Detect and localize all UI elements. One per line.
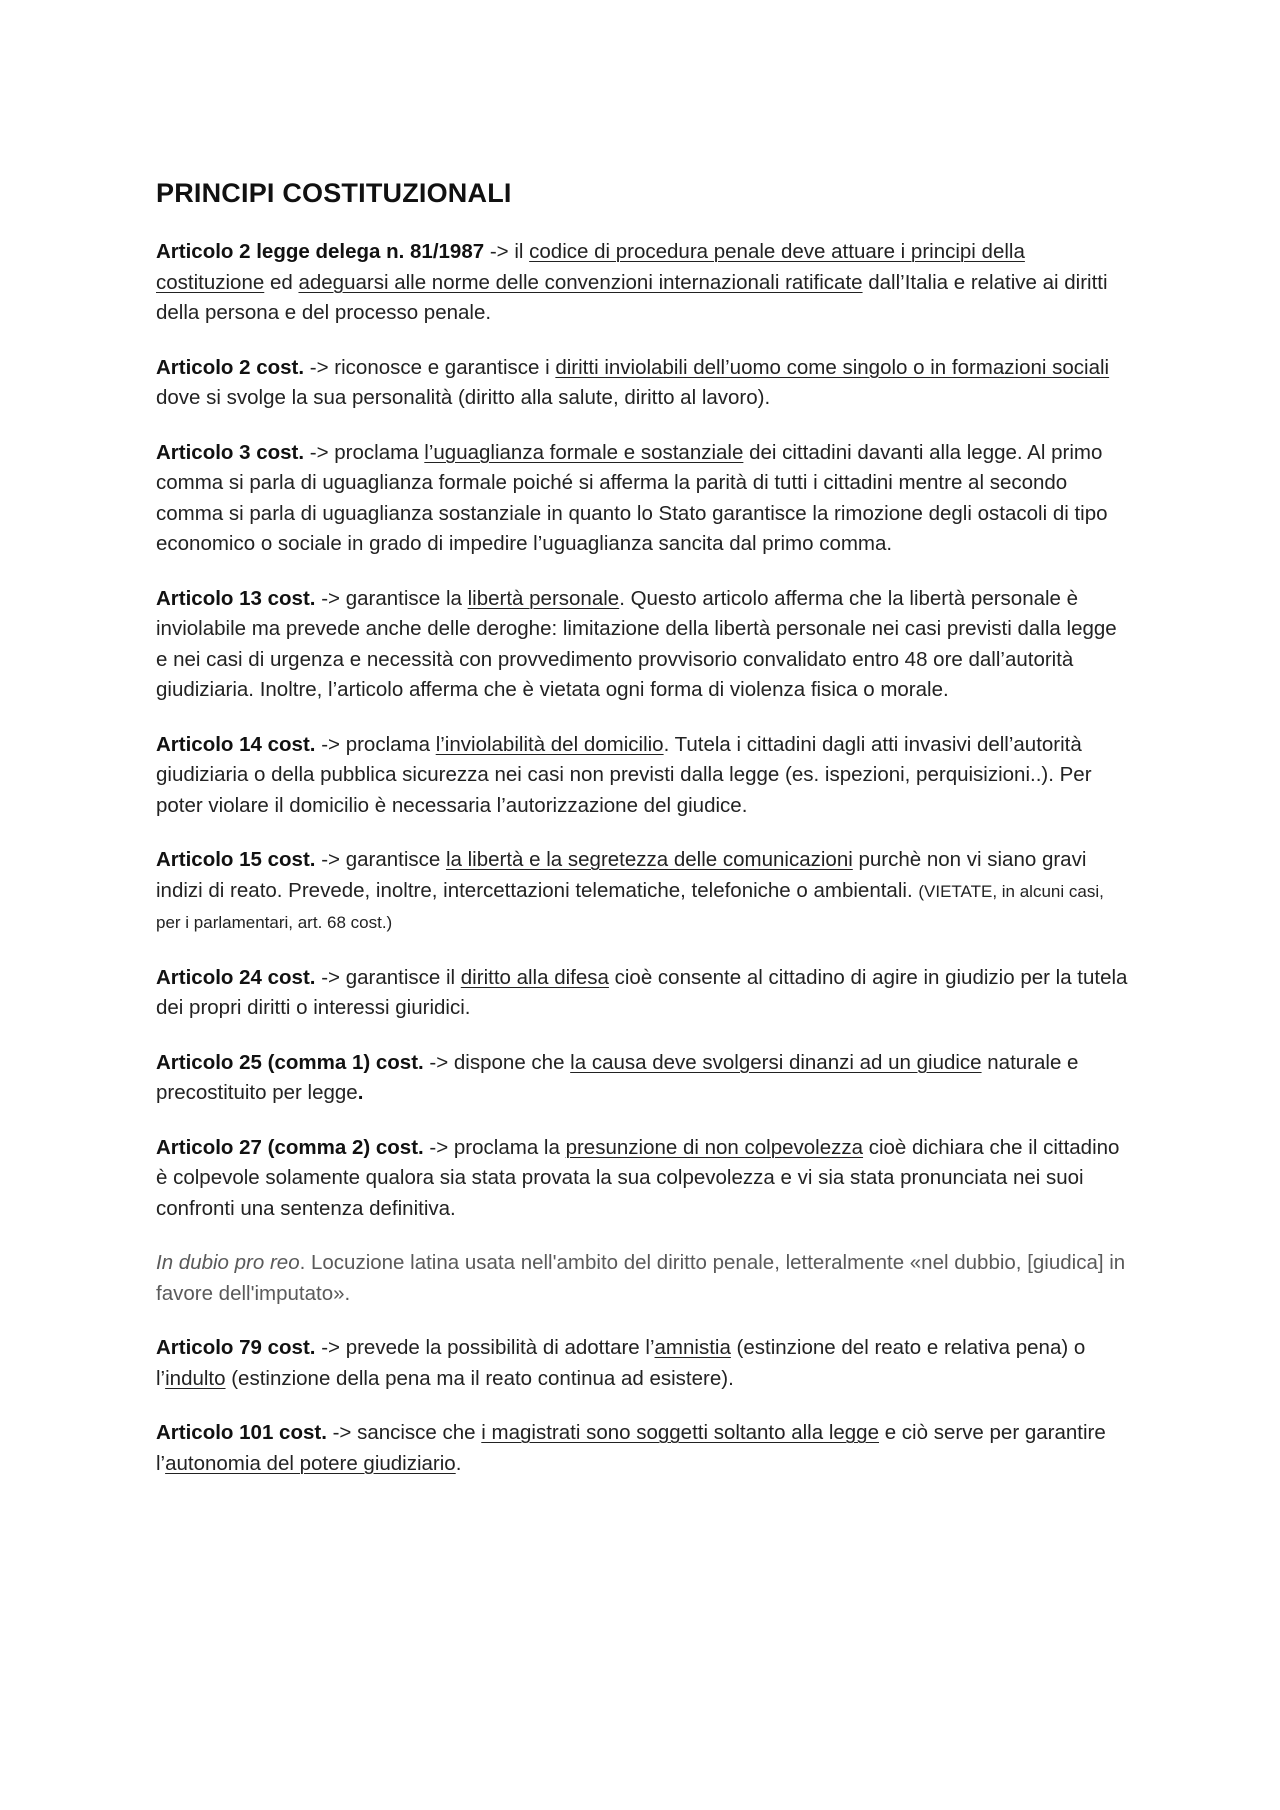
article-reference: Articolo 13 cost. (156, 586, 316, 610)
paragraph-art27-cost (156, 1133, 1130, 1225)
body-text: (estinzione del reato e relativa pena) o l’ (156, 1336, 1086, 1390)
underlined-text: la causa deve svolgersi dinanzi ad un giudice (570, 1050, 982, 1074)
body-text: . Tutela i cittadini dagli atti invasivi dell’autorità giudiziaria o della pubblica sicurezza nei casi non previsti dalla legge (es. ispezioni, perquisizioni..). Per poter violare il domicilio è necessaria l’autorizzazione del giudice. (156, 732, 1092, 817)
body-text: . Locuzione latina usata nell'ambito del diritto penale, letteralmente «nel dubbio, [giudica] in favore dell'imputato». (156, 1251, 1126, 1305)
underlined-text: l’inviolabilità del domicilio (435, 732, 664, 756)
body-text: -> proclama (304, 440, 425, 464)
article-reference: Articolo 2 legge delega n. 81/1987 (156, 240, 485, 263)
page-title: PRINCIPI COSTITUZIONALI (156, 178, 512, 208)
body-text: dall’Italia e relative ai diritti della persona e del processo penale. (156, 270, 1108, 324)
article-reference: Articolo 3 cost. (156, 440, 305, 464)
body-text: dei cittadini davanti alla legge. Al primo comma si parla di uguaglianza formale poiché si afferma la parità di tutti i cittadini mentre al secondo comma si parla di uguaglianza sostanziale in quanto lo Stato garantisce la rimozione degli ostacoli di tipo economico o sociale in grado di impedire l’uguaglianza sancita dal primo comma. (156, 440, 1108, 555)
article-reference: Articolo 101 cost. (156, 1421, 327, 1444)
paragraph-art79-cost (156, 1333, 1130, 1394)
paragraph-art24-cost (156, 963, 1130, 1024)
body-text: -> proclama la (423, 1135, 566, 1159)
body-text: -> dispone che (423, 1050, 571, 1074)
body-text: -> garantisce (315, 848, 446, 871)
body-text: -> il (484, 240, 530, 263)
body-text: purchè non vi siano gravi indizi di reato. Prevede, inoltre, intercettazioni telematiche, telefoniche o ambientali. (156, 848, 1087, 902)
body-text: -> proclama (315, 732, 436, 756)
body-text: naturale e precostituito per legge (156, 1050, 1079, 1104)
body-text: -> garantisce la (315, 586, 468, 610)
article-reference: Articolo 27 (comma 2) cost. (156, 1135, 424, 1159)
underlined-text: indulto (165, 1366, 226, 1390)
underlined-text: i magistrati sono soggetti soltanto alla legge (481, 1421, 879, 1444)
paragraph-art25-cost (156, 1048, 1130, 1109)
article-reference: Articolo 15 cost. (156, 848, 316, 871)
underlined-text: libertà personale (467, 586, 620, 610)
paragraph-art14-cost (156, 730, 1130, 822)
paragraph-list (156, 237, 1130, 1479)
body-text: -> sancisce che (326, 1421, 482, 1444)
underlined-text: adeguarsi alle norme delle convenzioni internazionali ratificate (298, 270, 863, 294)
paragraph-art101-cost (156, 1418, 1130, 1479)
underlined-text: diritto alla difesa (460, 965, 609, 989)
body-text: -> garantisce il (315, 965, 461, 989)
body-text: cioè consente al cittadino di agire in giudizio per la tutela dei propri diritti o interessi giuridici. (156, 965, 1128, 1019)
article-reference: Articolo 14 cost. (156, 732, 316, 756)
body-text: . (455, 1451, 462, 1475)
article-reference: Articolo 2 cost. (156, 355, 305, 379)
note-text: (VIETATE, in alcuni casi, per i parlamentari, art. 68 cost.) (156, 881, 1104, 932)
underlined-text: codice di procedura penale deve attuare i principi della costituzione (156, 240, 1025, 294)
paragraph-art2-delega (156, 237, 1130, 329)
underlined-text: diritti inviolabili dell’uomo come singolo o in formazioni sociali (555, 355, 1110, 379)
body-text: -> riconosce e garantisce i (304, 355, 556, 379)
article-reference: Articolo 25 (comma 1) cost. (156, 1050, 424, 1074)
body-text: ed (264, 270, 299, 294)
italic-text: In dubio pro reo (156, 1251, 300, 1274)
article-reference: . (357, 1081, 364, 1104)
body-text: cioè dichiara che il cittadino è colpevole solamente qualora sia stata provata la sua colpevolezza e vi sia stata pronunciata nei suoi confronti una sentenza definitiva. (156, 1135, 1120, 1220)
underlined-text: la libertà e la segretezza delle comunicazioni (445, 848, 853, 871)
underlined-text: amnistia (654, 1336, 731, 1359)
article-reference: Articolo 24 cost. (156, 965, 316, 989)
body-text: -> prevede la possibilità di adottare l’ (315, 1336, 655, 1359)
underlined-text: autonomia del potere giudiziario (165, 1451, 456, 1475)
paragraph-art13-cost (156, 584, 1130, 706)
underlined-text: l’uguaglianza formale e sostanziale (424, 440, 744, 464)
paragraph-in-dubio (156, 1248, 1130, 1309)
underlined-text: presunzione di non colpevolezza (565, 1135, 864, 1159)
body-text: (estinzione della pena ma il reato continua ad esistere). (225, 1366, 734, 1390)
body-text: . Questo articolo afferma che la libertà personale è inviolabile ma prevede anche delle deroghe: limitazione della libertà personale nei casi previsti dalla legge e nei casi di urgenza e necessità con provvedimento provvisorio convalidato entro 48 ore dall’autorità giudiziaria. Inoltre, l’articolo afferma che è vietata ogni forma di violenza fisica o morale. (156, 586, 1117, 701)
paragraph-art15-cost (156, 845, 1130, 939)
body-text: e ciò serve per garantire l’ (156, 1421, 1106, 1475)
article-reference: Articolo 79 cost. (156, 1336, 316, 1359)
paragraph-art3-cost (156, 438, 1130, 560)
paragraph-art2-cost (156, 353, 1130, 414)
body-text: dove si svolge la sua personalità (diritto alla salute, diritto al lavoro). (156, 386, 771, 409)
